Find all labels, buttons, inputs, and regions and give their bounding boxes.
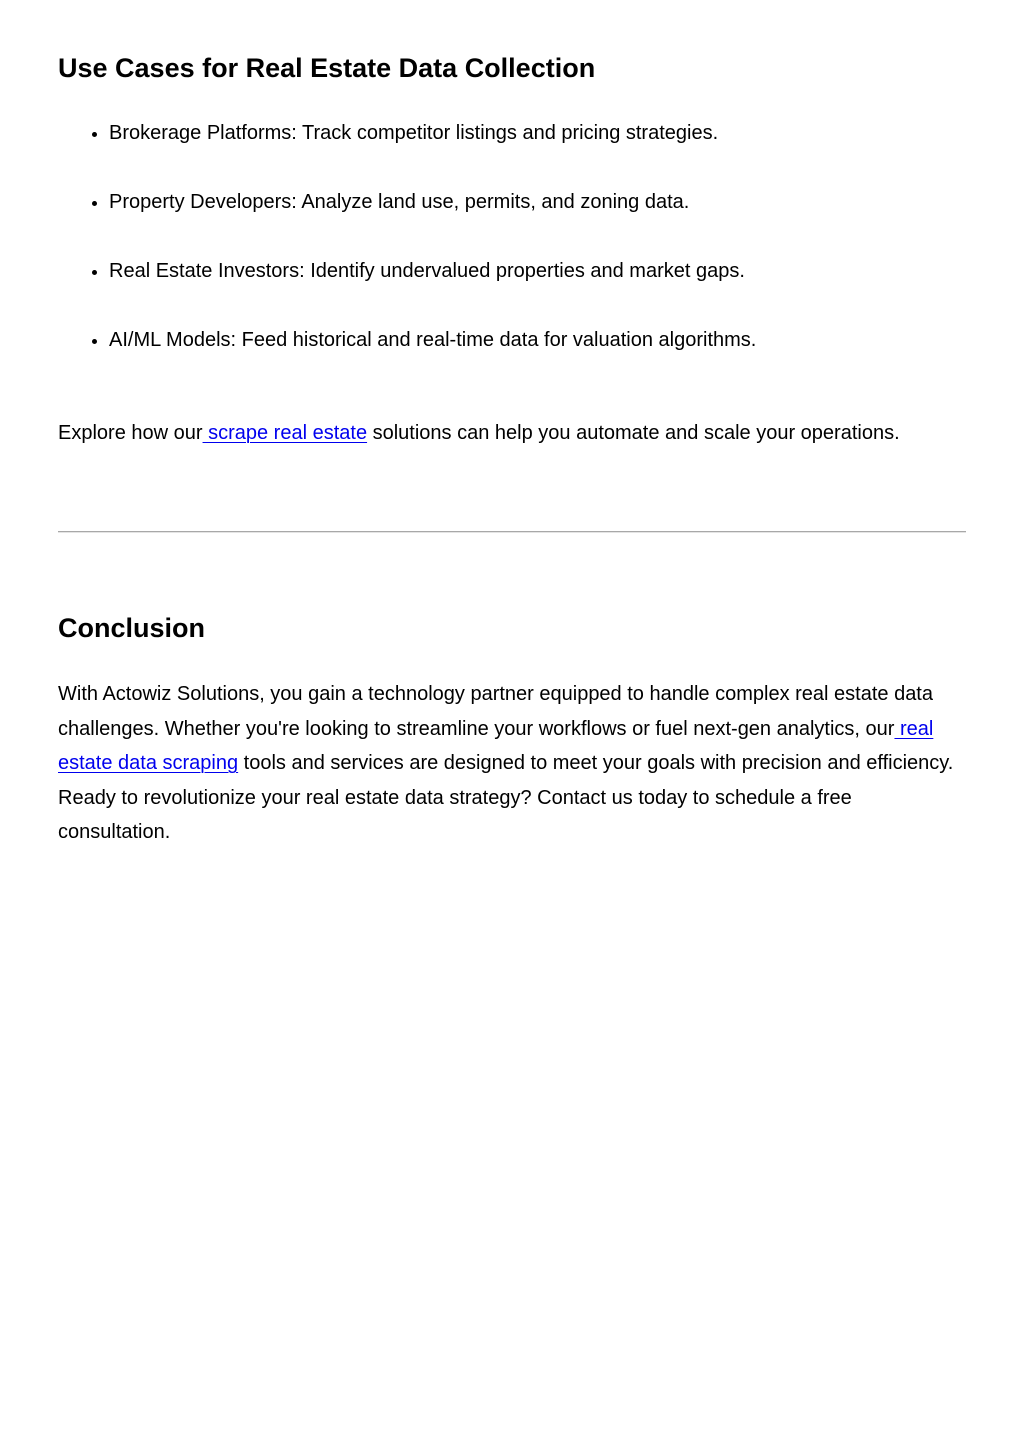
use-cases-list [58,116,966,392]
explore-text-before: Explore how our [58,422,203,444]
conclusion-heading: Conclusion [58,613,205,643]
conclusion-body [58,677,966,850]
use-cases-heading: Use Cases for Real Estate Data Collection [58,53,596,83]
explore-paragraph [58,416,966,451]
section-divider [58,531,966,533]
list-item: • Brokerage Platforms: Track competitor listings and pricing strategies. [109,116,966,150]
explore-text-after: solutions can help you automate and scale your operations. [367,422,900,444]
call-to-action-paragraph: Ready to revolutionize your real estate data strategy? Contact us today to schedule a free consultation. [58,786,852,843]
list-item: • Real Estate Investors: Identify undervalued properties and market gaps. [109,254,966,288]
list-item: • Property Developers: Analyze land use, permits, and zoning data. [109,185,966,219]
conclusion-text-before: With Actowiz Solutions, you gain a technology partner equipped to handle complex real estate data challenges. Whether you're looking to streamline your workflows or fuel next-gen analytics, our [58,683,933,740]
conclusion-text-after: tools and services are designed to meet your goals with precision and efficiency. [238,752,954,774]
list-item: • AI/ML Models: Feed historical and real-time data for valuation algorithms. [109,323,966,357]
real-estate-data-scraping-link[interactable]: real estate data scraping [58,717,934,774]
conclusion-paragraph [58,677,966,781]
scrape-real-estate-link[interactable]: scrape real estate [202,422,368,444]
